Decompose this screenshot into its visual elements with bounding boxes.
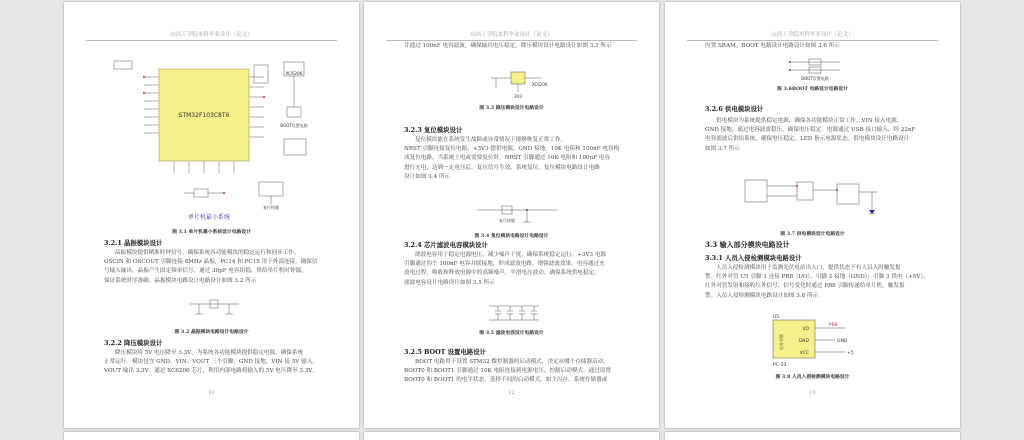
- part-ref: U5: [773, 315, 780, 320]
- page-number: 13: [809, 390, 816, 396]
- paragraph: 人员入侵检测模块用于监测光伏电站出入口，提供状态下有人员入时触发报 警。红外对管 U5 引脚 1 连接 PB8（I/O），引脚 2 接地（GND），引脚 3 供电（+5V）。 红外对管发射和接收红外信号，信号变化时通过 PB8 引脚传递给单片机，触发报 警。人员入侵检测模块电路设计如图 3.8 所示: [705, 265, 929, 299]
- figure-caption: 图 3.7 供电模块设计电路设计: [780, 231, 845, 237]
- next-page-edge: [64, 432, 359, 440]
- page-header: 山西工学院本科毕业设计（论文）: [386, 30, 637, 41]
- document-page-13: [665, 2, 960, 428]
- mcu-label: STM32F103C8T6: [178, 112, 230, 119]
- page-number: 11: [208, 390, 215, 396]
- net-label: PB8: [829, 323, 838, 328]
- buck-regulator-schematic: [486, 64, 556, 100]
- chip-label: XC6206: [532, 82, 548, 87]
- net-label: GND: [837, 339, 848, 344]
- document-page-11: [64, 2, 359, 428]
- section-heading: 3.2.3 复位模块设计: [404, 126, 463, 134]
- filter-capacitor-schematic: [484, 300, 544, 326]
- infrared-sensor-schematic: [763, 312, 873, 370]
- reset-circuit-schematic: [472, 200, 562, 230]
- paragraph: 内置 SRAM。BOOT 电路设计电路设计如图 3.6 所示: [705, 43, 840, 49]
- page-number: 12: [508, 390, 515, 396]
- mcu-minimum-system-schematic: [104, 47, 319, 225]
- part-name: 红外对管: [779, 334, 784, 350]
- section-heading: 3.3.1 人员入侵检测模块电路设计: [705, 254, 802, 262]
- boot-label: BOOT设置电路: [801, 76, 829, 81]
- section-heading: 3.2.2 降压模块设计: [104, 339, 163, 347]
- document-page-12: [364, 2, 659, 428]
- paragraph: 复位模块能在系统发生故障或异常情况下能够恢复正常工作， NRST 引脚连接复位电路，+3V3 提供电源，GND 接地。10K 电阻和 100nF 电容构 成复位电路，当系统上电或需要复位时，NRST 引脚通过 10K 电阻和 100nF 电容 进行充电，达到一定电压后，复位信号生效，系统复位。复位模块电路设计电路 设计如图 3.4 所示: [404, 137, 620, 180]
- net-label: 3V3: [514, 94, 522, 99]
- pin-label: I/O: [802, 327, 809, 332]
- figure-caption: 图 3.2 晶振模块电路设计电路设计: [174, 329, 249, 335]
- paragraph: 晶振模块提供精准时钟信号，确保系统各功能模块的稳定运行和同步工作。 OSCIN 和 OSCOUT 引脚连接 8MHz 晶振，PC14 和 PC15 用于外部连接。确保信 号输入输出。晶振产生固定频率信号，通过 30pF 电容组稳，供给单片机时钟源， 保证系统时序准确。晶振模块电路设计电路设计如图 3.2 所示: [104, 250, 318, 284]
- package-label: PC-33: [773, 363, 787, 368]
- figure-caption: 图 3.8 人员入侵检测模块电路设计: [775, 374, 850, 380]
- figure-caption: 图 3.4 复位模块电路设计电路设计: [474, 233, 549, 239]
- paragraph: 降压模块将 5V 电压降至 3.3V，为系统各功能模块提供稳定电源，确保系统 正常运行。模块包含 GND、VIN、VOUT 三个引脚，GND 接地，VIN 接 5V 输入， VOUT 输出 3.3V。通过 XC6206 芯片，利用内部电路将输入的 5V 电压降至 3.3V，: [104, 350, 318, 375]
- paragraph: 滤波电容用于稳定电源电压，减少噪声干扰，确保系统稳定运行。+3V3 电源 引脚通过四个 100nF 电容并联接地，形成滤波电路，增强滤波效果。电容通过充 放电过程，吸收和释放电源中的高频噪声，平滑电压波动，确保系统供电稳定。 滤波电容设计电路设计如图 3.5 所示: [404, 252, 607, 286]
- section-heading: 3.2.4 芯片滤波电容模块设计: [404, 241, 488, 249]
- diagram-title: 单片机最小系统: [187, 214, 231, 221]
- regulator-label: XC6206: [285, 72, 303, 77]
- page-header: 山西工学院本科毕业设计（论文）: [687, 30, 938, 41]
- net-label: +5: [847, 351, 854, 356]
- figure-caption: 图 3.3 降压模块设计电路设计: [479, 105, 544, 111]
- button-label: 复位按键: [499, 218, 515, 223]
- section-heading: 3.2.6 供电模块设计: [705, 105, 764, 113]
- figure-caption: 图 3.1 单片机最小系统设计电路设计: [172, 229, 251, 235]
- page-header: 山西工学院本科毕业设计（论文）: [86, 30, 337, 41]
- figure-caption: 图 3.5 滤波电容设计电路设计: [479, 330, 544, 336]
- boot-label: BOOT设置电路: [280, 123, 308, 128]
- reset-label: 复位按键: [263, 205, 279, 210]
- section-heading: 3.2.5 BOOT 设置电路设计: [404, 348, 486, 356]
- paragraph: BOOT 电路用于设置 STM32 微控制器的启动模式，决定从哪个存储器启动。 BOOT0 和 BOOT1 引脚通过 10K 电阻连接到电源电压，控制启动模式。通过设置 BOOT0 和 BOOT1 的电平状态，选择不同的启动模式，如主闪存、系统存储器或: [404, 359, 611, 384]
- paragraph: 供电模块为系统提供稳定电源，确保各功能模块正常工作。VIN 接入电源， GND 接地，通过电容滤波稳压，确保电压稳定。电源通过 USB 接口输入，经 22nF 电容滤波后供给系统，确保电压稳定。LED 指示电源状态。供电模块设计电路设计 如图 3.7 所示: [705, 118, 916, 152]
- figure-caption: 图 3.6BOOT 电路设计电路设计: [777, 86, 848, 92]
- next-page-edge: [364, 432, 659, 440]
- paragraph: 并通过 100nF 电容滤波，确保输出电压稳定。降压模块设计电路设计如图 3.3 所示: [404, 43, 612, 49]
- pin-label: VCC: [799, 351, 809, 356]
- crystal-oscillator-schematic: [184, 294, 244, 324]
- pin-label: GND: [798, 339, 809, 344]
- next-page-edge: [665, 432, 960, 440]
- section-heading: 3.3 输入部分模块电路设计: [705, 240, 790, 249]
- section-heading: 3.2.1 晶振模块设计: [104, 239, 163, 247]
- power-supply-schematic: [737, 170, 887, 228]
- boot-circuit-schematic: [785, 54, 845, 82]
